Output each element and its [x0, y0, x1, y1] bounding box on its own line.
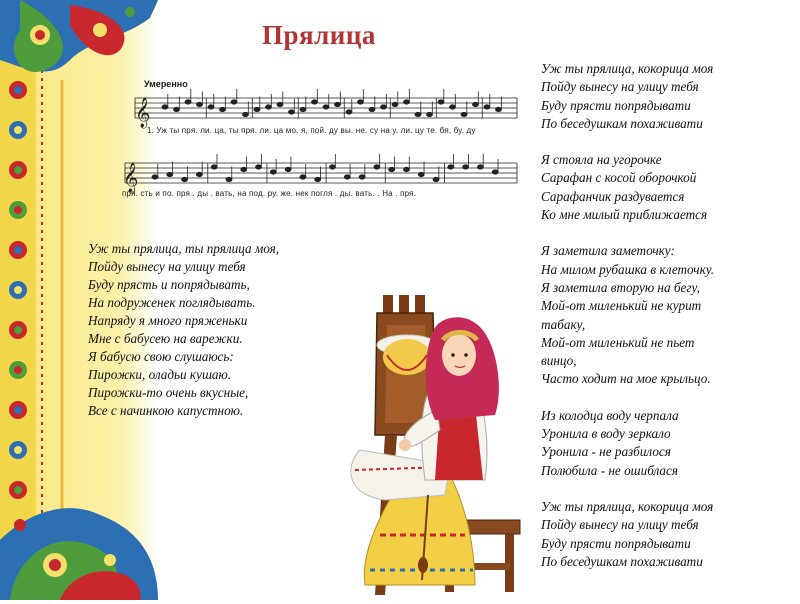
verse-line: Я бабусю свою слушаюсь: — [88, 349, 234, 364]
note-head — [208, 105, 214, 109]
note-head — [182, 177, 188, 181]
note-head — [496, 107, 502, 111]
note-head — [197, 102, 203, 106]
note-head — [256, 165, 262, 169]
note-head — [381, 105, 387, 109]
verse-line: На милом рубашка в клеточку. — [541, 261, 715, 277]
verse-line: Буду прясть и попрядывать, — [88, 277, 250, 292]
verse-line: Из колодца воду черпала — [541, 407, 679, 423]
verse-line: По беседушкам похаживати — [541, 115, 703, 131]
verse-line: Мой-от миленький не курит — [541, 298, 702, 314]
score-lyrics-line-2: пря. сть и по. пря . ды . вать, на под. ру. же. нек погля . ды. вать. . На . пря. — [122, 189, 417, 198]
note-head — [473, 102, 479, 106]
verse-line: Мне с бабусею на варежки. — [88, 331, 243, 346]
verse-line: Мой-от миленький не пьет — [541, 334, 695, 350]
verse-line: табаку, — [541, 316, 586, 332]
note-head — [344, 175, 350, 179]
stanza — [541, 407, 714, 480]
verse-line: Пирожки, оладьи кушаю. — [88, 367, 232, 382]
note-head — [266, 105, 272, 109]
verse-line: Уронила - не разбилося — [541, 444, 671, 460]
note-head — [162, 105, 168, 109]
note-head — [463, 165, 469, 169]
svg-text:𝄞: 𝄞 — [123, 163, 139, 193]
verse-line: Уж ты прялица, кокорица моя — [541, 61, 714, 76]
tempo-marking: Умеренно — [144, 79, 188, 89]
note-head — [335, 102, 341, 106]
verse-line: Сарафан с косой оборочкой — [541, 170, 697, 186]
stanza — [541, 151, 714, 224]
note-head — [323, 105, 329, 109]
right-verses — [541, 60, 714, 589]
verse-line: Я заметила заметочку: — [541, 243, 675, 259]
note-head — [404, 100, 410, 104]
stanza — [541, 60, 714, 133]
score-lyrics-line-1: 1. Уж ты пря. ли. ца, ты пря. ли. ца мо. я, пой. ду вы. не. су на у. ли. цу те. бя, бу. ду — [147, 126, 476, 135]
verse-line: Буду прясти попрядывати — [541, 97, 691, 113]
note-head — [226, 177, 232, 181]
note-head — [243, 112, 249, 116]
verse-line: Я стояла на угорочке — [541, 152, 662, 168]
spinning-girl-illustration — [325, 295, 530, 595]
note-head — [461, 112, 467, 116]
verse-line: Пирожки-то очень вкусные, — [88, 385, 249, 400]
note-head — [403, 167, 409, 171]
note-head — [174, 107, 180, 111]
verse-line: Все с начинкою капустною. — [88, 403, 244, 418]
stanza — [541, 242, 714, 388]
note-head — [418, 172, 424, 176]
verse-line: Я заметила вторую на бегу, — [541, 279, 700, 295]
stanza — [541, 498, 714, 571]
svg-text:𝄞: 𝄞 — [135, 98, 151, 128]
verse-line: Уж ты прялица, кокорица моя — [541, 498, 714, 514]
note-head — [300, 107, 306, 111]
verse-line: Буду прясти попрядывати — [541, 535, 691, 551]
note-head — [392, 102, 398, 106]
verse-line: Сарафанчик раздувается — [541, 188, 685, 204]
note-head — [196, 172, 202, 176]
note-head — [211, 165, 217, 169]
note-head — [359, 175, 365, 179]
note-head — [312, 100, 318, 104]
verse-line: По беседушкам похаживати — [541, 553, 703, 569]
note-head — [220, 107, 226, 111]
note-head — [254, 107, 260, 111]
note-head — [277, 102, 283, 106]
verse-line: Уж ты прялица, ты прялица моя, — [88, 241, 280, 256]
verse-line: винцо, — [541, 353, 577, 369]
verse-line: Напряду я много пряженьки — [88, 313, 248, 328]
note-head — [427, 112, 433, 116]
note-head — [241, 167, 247, 171]
verse-line: На подруженек поглядывать. — [88, 295, 256, 310]
note-head — [231, 100, 237, 104]
verse-line: Ко мне милый приближается — [541, 207, 708, 223]
note-head — [270, 170, 276, 174]
note-head — [289, 110, 295, 114]
note-head — [415, 112, 421, 116]
verse-line: Пойду вынесу на улицу тебя — [541, 79, 699, 95]
note-head — [448, 165, 454, 169]
verse-line: Пойду вынесу на улицу тебя — [88, 259, 246, 274]
note-head — [433, 177, 439, 181]
note-head — [300, 175, 306, 179]
verse-line: Уронила в воду зеркало — [541, 426, 671, 442]
note-head — [389, 167, 395, 171]
verse-line: Полюбила - не ошиблася — [541, 462, 679, 478]
note-head — [438, 100, 444, 104]
note-head — [330, 165, 336, 169]
note-head — [477, 165, 483, 169]
note-head — [374, 165, 380, 169]
note-head — [358, 100, 364, 104]
note-head — [285, 167, 291, 171]
note-head — [369, 107, 375, 111]
note-head — [315, 177, 321, 181]
note-head — [346, 110, 352, 114]
verse-line: Часто ходит на мое крыльцо. — [541, 371, 711, 387]
note-head — [185, 100, 191, 104]
page-title: Прялица — [262, 20, 376, 50]
note-head — [492, 170, 498, 174]
music-score — [125, 78, 520, 203]
note-head — [167, 172, 173, 176]
verse-line: Пойду вынесу на улицу тебя — [541, 517, 699, 533]
left-verse — [88, 240, 279, 420]
note-head — [450, 105, 456, 109]
note-head — [152, 175, 158, 179]
note-head — [484, 105, 490, 109]
